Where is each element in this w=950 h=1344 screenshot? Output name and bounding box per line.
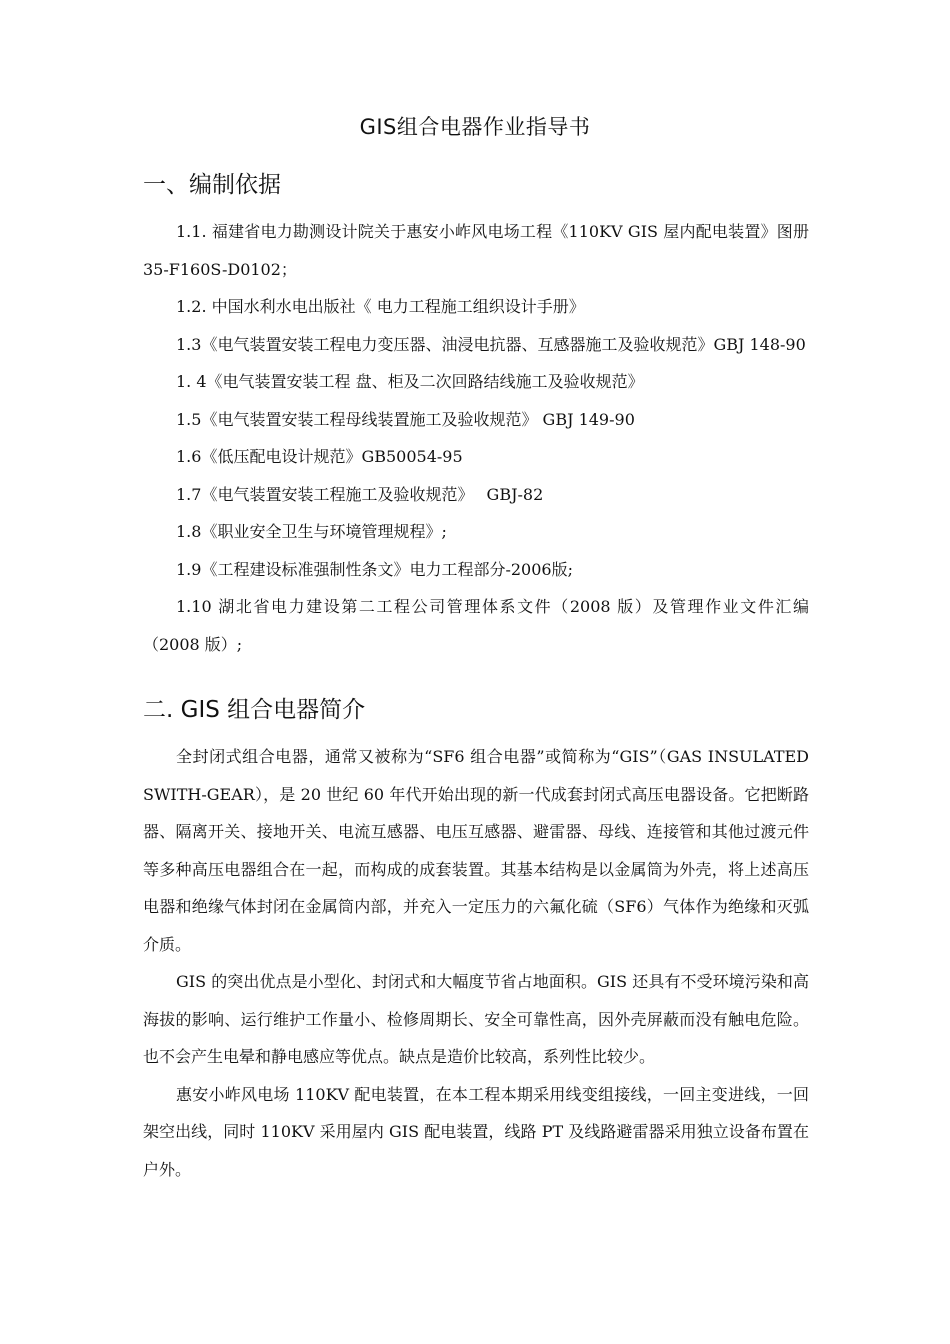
body-paragraph: 惠安小岞风电场 110KV 配电装置，在本工程本期采用线变组接线，一回主变进线，一回架空出线，同时 110KV 采用屋内 GIS 配电装置，线路 PT 及线路避雷器采用独立设备布置在户外。 [143, 1084, 809, 1179]
reference-item: 1.7《电气装置安装工程施工及验收规范》 GBJ-82 [176, 484, 544, 504]
reference-item: 1. 4《电气装置安装工程 盘、柜及二次回路结线施工及验收规范》 [176, 372, 644, 391]
reference-item: 1.3《电气装置安装工程电力变压器、油浸电抗器、互感器施工及验收规范》GBJ 148-90 [176, 334, 806, 354]
reference-item: 1.8《职业安全卫生与环境管理规程》; [176, 522, 447, 541]
reference-item: 1.1. 福建省电力勘测设计院关于惠安小岞风电场工程《110KV GIS 屋内配电装置》图册 35-F160S-D0102； [143, 222, 809, 279]
document-title: GIS组合电器作业指导书 [359, 115, 591, 139]
gis-intro-body [143, 738, 809, 1188]
section-heading-gis-intro: 二. GIS 组合电器简介 [143, 697, 366, 723]
reference-item: 1.5《电气装置安装工程母线装置施工及验收规范》 GBJ 149-90 [176, 409, 635, 429]
reference-item: 1.10 湖北省电力建设第二工程公司管理体系文件（2008 版）及管理作业文件汇编（2008 版）; [143, 597, 809, 654]
reference-item: 1.6《低压配电设计规范》GB50054-95 [176, 447, 463, 466]
body-paragraph: GIS 的突出优点是小型化、封闭式和大幅度节省占地面积。GIS 还具有不受环境污染和高海拔的影响、运行维护工作量小、检修周期长、安全可靠性高，因外壳屏蔽而没有触电危险。也不会产生电晕和静电感应等优点。缺点是造价比较高，系列性比较少。 [143, 972, 809, 1066]
reference-item: 1.2. 中国水利水电出版社《 电力工程施工组织设计手册》 [176, 297, 585, 316]
reference-item: 1.9《工程建设标准强制性条文》电力工程部分-2006版; [176, 559, 573, 579]
section-heading-basis: 一、编制依据 [143, 172, 281, 198]
reference-list [143, 213, 809, 663]
body-paragraph: 全封闭式组合电器，通常又被称为“SF6 组合电器”或简称为“GIS”（GAS INSULATED SWITH-GEAR），是 20 世纪 60 年代开始出现的新一代成套封闭式高压电器设备。它把断路器、隔离开关、接地开关、电流互感器、电压互感器、避雷器、母线、连接管和其他过渡元件等多种高压电器组合在一起，而构成的成套装置。其基本结构是以金属筒为外壳，将上述高压电器和绝缘气体封闭在金属筒内部，并充入一定压力的六氟化硫（SF6）气体作为绝缘和灭弧介质。 [143, 747, 809, 954]
